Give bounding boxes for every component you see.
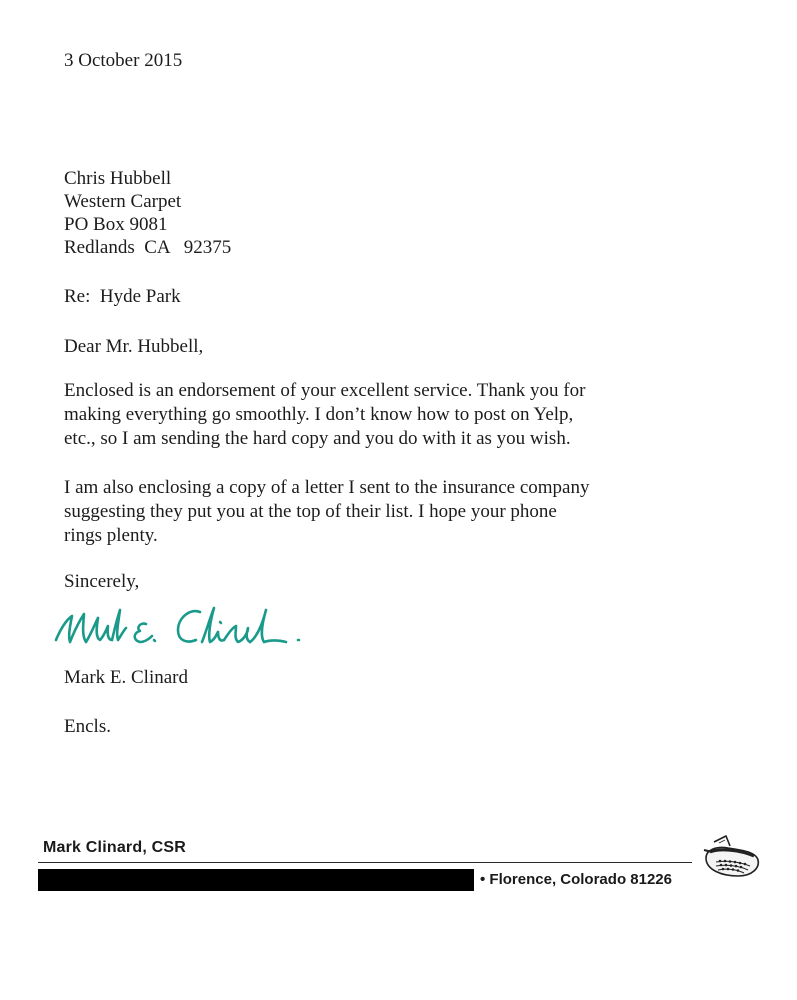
- re-line: Re: Hyde Park: [64, 286, 181, 307]
- body-line: rings plenty.: [64, 525, 158, 546]
- recipient-name: Chris Hubbell: [64, 168, 172, 189]
- footer-name: Mark Clinard, CSR: [43, 839, 186, 856]
- typewriter-icon: [700, 832, 764, 882]
- body-line: Enclosed is an endorsement of your excellent service. Thank you for: [64, 380, 586, 401]
- body-paragraph-2: [64, 476, 744, 548]
- footer-divider: [38, 862, 692, 863]
- body-line: making everything go smoothly. I don’t know how to post on Yelp,: [64, 404, 574, 425]
- body-paragraph-1: [64, 379, 744, 451]
- footer-city: • Florence, Colorado 81226: [480, 871, 672, 888]
- closing: Sincerely,: [64, 571, 140, 592]
- redacted-address-bar: [38, 869, 474, 891]
- recipient-city-line: Redlands CA 92375: [64, 237, 232, 258]
- recipient-po-box: PO Box 9081: [64, 214, 168, 235]
- recipient-company: Western Carpet: [64, 191, 182, 212]
- enclosures-note: Encls.: [64, 716, 111, 737]
- handwritten-signature: [50, 596, 320, 658]
- salutation: Dear Mr. Hubbell,: [64, 336, 204, 357]
- body-line: etc., so I am sending the hard copy and you do with it as you wish.: [64, 428, 571, 449]
- body-line: I am also enclosing a copy of a letter I sent to the insurance company: [64, 477, 590, 498]
- recipient-address: [64, 167, 231, 259]
- signer-name: Mark E. Clinard: [64, 667, 189, 688]
- letter-date: 3 October 2015: [64, 50, 183, 71]
- body-line: suggesting they put you at the top of their list. I hope your phone: [64, 501, 557, 522]
